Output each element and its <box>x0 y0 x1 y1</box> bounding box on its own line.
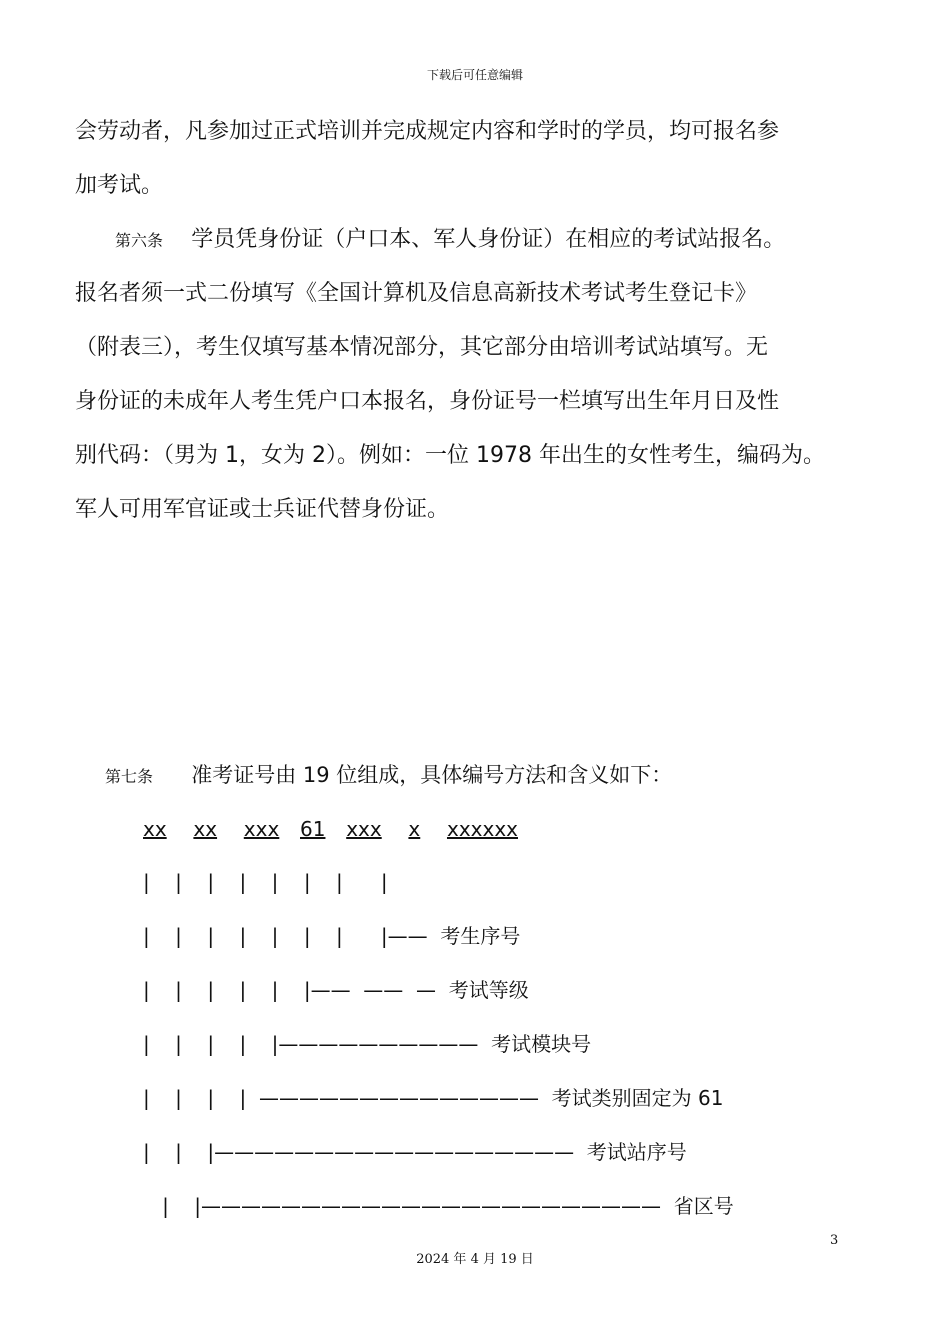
format-segment: xxx <box>346 817 382 841</box>
diagram-row: | | | | | |—— —— — 考试等级 <box>143 978 529 1002</box>
article-6-label: 第六条 <box>115 231 164 250</box>
format-segment: x <box>408 817 421 841</box>
id-format <box>143 815 518 843</box>
diagram-row: | |——————————————————————— 省区号 <box>143 1194 734 1218</box>
format-segment: xxx <box>243 817 280 841</box>
footer-date: 2024 年 4 月 19 日 <box>416 1252 534 1267</box>
article-7-text: 准考证号由 19 位组成，具体编号方法和含义如下： <box>191 763 673 787</box>
body-line: 别代码：（男为 1，女为 2）。例如：一位 1978 年出生的女性考生，编码为。 <box>75 443 825 468</box>
body-line: 报名者须一式二份填写《全国计算机及信息高新技术考试考生登记卡》 <box>75 281 758 306</box>
diagram-row: | | | | | | | | <box>143 870 388 894</box>
diagram-row: | | | | —————————————— 考试类别固定为 61 <box>143 1086 724 1110</box>
body-line: 会劳动者，凡参加过正式培训并完成规定内容和学时的学员，均可报名参 <box>75 119 780 144</box>
article-6-first-line: 学员凭身份证（户口本、军人身份证）在相应的考试站报名。 <box>191 227 786 252</box>
body-line: 身份证的未成年人考生凭户口本报名，身份证号一栏填写出生年月日及性 <box>75 389 780 414</box>
page-number: 3 <box>830 1233 839 1248</box>
body-line: （附表三），考生仅填写基本情况部分，其它部分由培训考试站填写。无 <box>75 335 769 360</box>
diagram-row: | | | | | | | |—— 考生序号 <box>143 924 521 948</box>
diagram-row: | | |—————————————————— 考试站序号 <box>143 1140 687 1164</box>
format-segment: xx <box>193 817 218 841</box>
format-segment: xxxxxx <box>446 817 518 841</box>
body-line: 军人可用军官证或士兵证代替身份证。 <box>75 497 450 522</box>
format-segment: xx <box>143 817 167 841</box>
format-segment: 61 <box>300 817 326 841</box>
diagram-row: | | | | |—————————— 考试模块号 <box>143 1032 592 1056</box>
body-line: 加考试。 <box>75 173 164 198</box>
article-6-heading <box>115 225 785 255</box>
page-header: 下载后可任意编辑 <box>426 68 523 82</box>
article-7-label: 第七条 <box>105 767 154 786</box>
article-7-heading <box>105 760 672 790</box>
